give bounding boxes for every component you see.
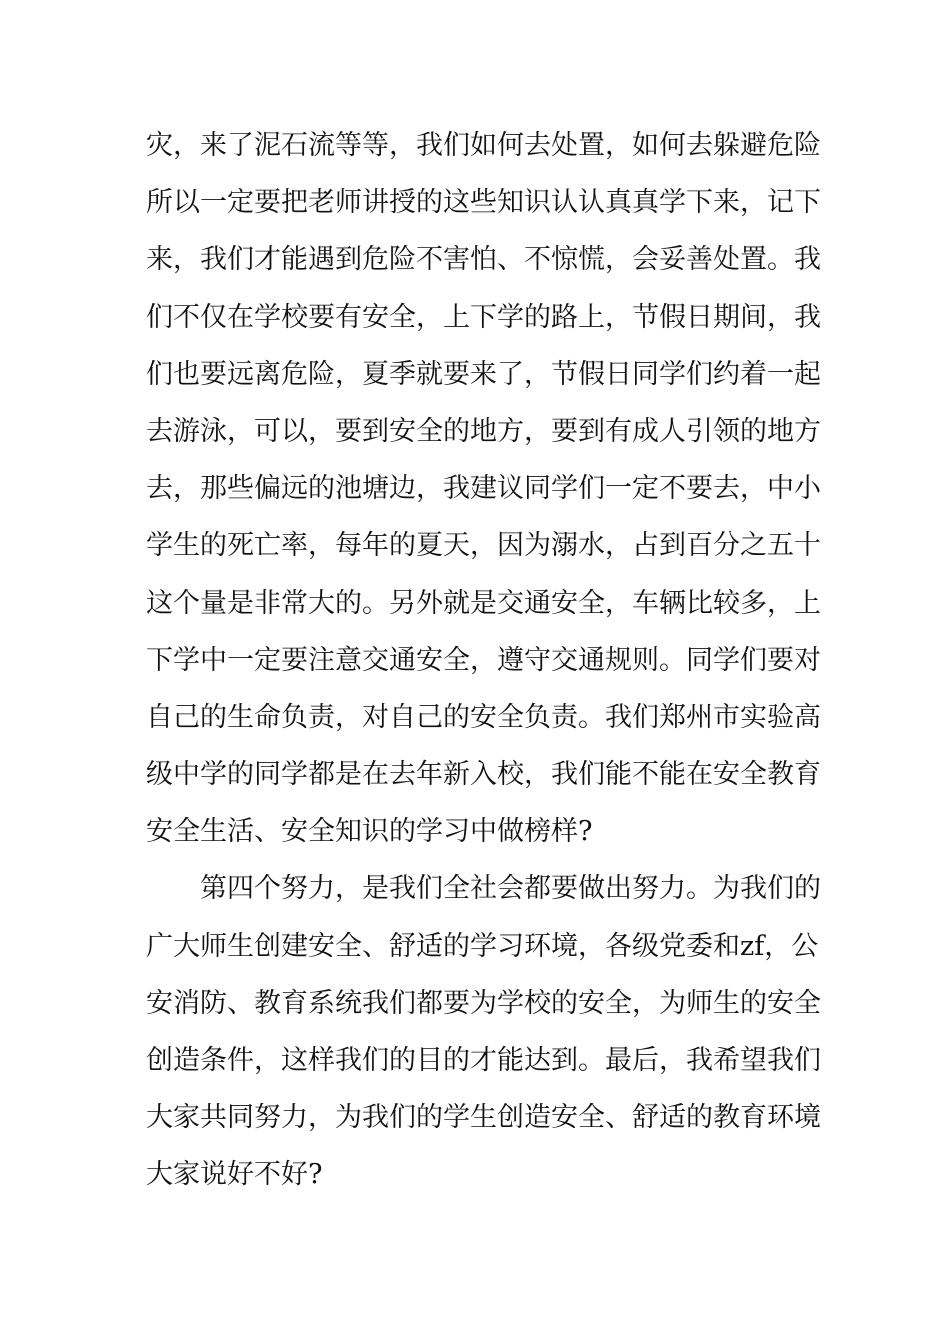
- paragraph-start-line: 第四个努力，是我们全社会都要做出努力。为我们的: [200, 873, 821, 905]
- text-line: 级中学的同学都是在去年新入校，我们能不能在安全教育: [146, 759, 821, 791]
- text-line: 大家共同努力，为我们的学生创造安全、舒适的教育环境: [146, 1102, 821, 1134]
- text-line: 们不仅在学校要有安全，上下学的路上，节假日期间，我: [146, 301, 821, 333]
- paragraph-end-line: 大家说好不好?: [146, 1159, 323, 1191]
- text-line: 下学中一定要注意交通安全，遵守交通规则。同学们要对: [146, 644, 821, 676]
- text-line: 去，那些偏远的池塘边，我建议同学们一定不要去，中小: [146, 473, 821, 505]
- text-line: 安消防、教育系统我们都要为学校的安全，为师生的安全: [146, 987, 821, 1019]
- text-line: 创造条件，这样我们的目的才能达到。最后，我希望我们: [146, 1045, 821, 1076]
- text-line: 所以一定要把老师讲授的这些知识认认真真学下来，记下: [146, 187, 821, 219]
- text-line: 灾，来了泥石流等等，我们如何去处置，如何去躲避危险: [146, 130, 821, 161]
- text-line: 自己的生命负责，对自己的安全负责。我们郑州市实验高: [146, 701, 821, 733]
- text-line: 学生的死亡率，每年的夏天，因为溺水，占到百分之五十: [146, 530, 821, 562]
- paragraph-end-line: 安全生活、安全知识的学习中做榜样?: [146, 816, 593, 848]
- text-line: 这个量是非常大的。另外就是交通安全，车辆比较多，上: [146, 587, 821, 619]
- text-line: 广大师生创建安全、舒适的学习环境，各级党委和zf，公: [146, 930, 819, 962]
- text-line: 们也要远离危险，夏季就要来了，节假日同学们约着一起: [146, 358, 821, 390]
- text-line: 去游泳，可以，要到安全的地方，要到有成人引领的地方: [146, 415, 821, 447]
- body-text: [146, 117, 821, 1204]
- text-line: 来，我们才能遇到危险不害怕、不惊慌，会妥善处置。我: [146, 244, 821, 276]
